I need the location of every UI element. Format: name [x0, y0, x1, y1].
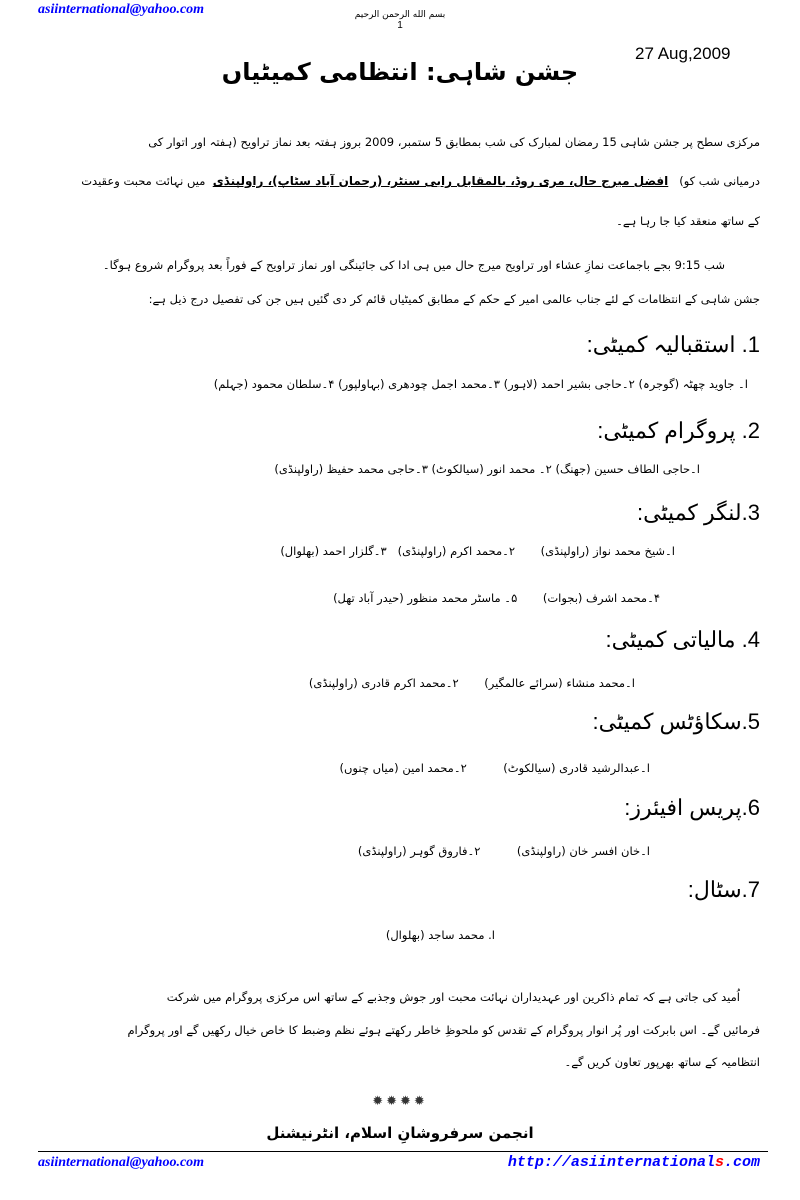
committee-heading-7: 7.سٹال:	[687, 877, 760, 902]
footer-divider	[38, 1151, 768, 1152]
intro-line-1: مرکزی سطح پر جشن شاہی 15 رمضان لمبارک کی شب بمطابق 5 ستمبر، 2009 بروز ہفتہ بعد نماز تراویح (ہفتہ اور اتوار کی	[148, 135, 760, 149]
url-prefix: http://asiinternational	[507, 1154, 715, 1171]
closing-line-2: فرمائیں گے۔ اس بابرکت اور پُر انوار پروگرام کے تقدس کو ملحوظِ خاطر رکھتے ہوئے نظم وضبط کا خاص خیال رکھیں گے اور پروگرام	[127, 1023, 760, 1037]
committee-members: ا۔حاجی الطاف حسین (جھنگ) ۲۔ محمد انور (سیالکوٹ) ۳۔حاجی محمد حفیظ (راولپنڈی)	[274, 462, 700, 476]
intro-line-2-start: درمیانی شب کو)	[679, 174, 760, 188]
committee-heading-4: 4. مالیاتی کمیٹی:	[605, 627, 760, 652]
committee-heading-6: 6.پریس افیئرز:	[624, 795, 760, 820]
intro-line-3: کے ساتھ منعقد کیا جا رہا ہے۔	[616, 214, 760, 228]
intro-line-2-end: میں نہائت محبت وعقیدت	[81, 174, 206, 188]
date: 27 Aug,2009	[635, 44, 731, 63]
committee-members: ۴۔محمد اشرف (بجوات) ۵۔ ماسٹر محمد منظور (حیدر آباد تھل)	[333, 591, 660, 605]
closing-line-3: انتظامیہ کے ساتھ بھرپور تعاون کریں گے۔	[564, 1055, 760, 1069]
venue: افضل میرج حال، مری روڈ، بالمقابل رابی سنٹر، (رحمان آباد سٹاپ)، راولپنڈی	[212, 174, 669, 188]
committee-members: ا۔عبدالرشید قادری (سیالکوٹ) ۲۔محمد امین (میاں چنوں)	[339, 761, 650, 775]
url-highlight: s	[714, 1154, 724, 1171]
header-email[interactable]: asiinternational@yahoo.com	[38, 2, 205, 17]
committee-members: ا۔خان افسر خان (راولپنڈی) ۲۔فاروق گوہر (راولپنڈی)	[357, 844, 650, 858]
closing-line-1: اُمید کی جاتی ہے کہ تمام ذاکرین اور عہدیداران نہائت محبت اور جوش وجذبے کے ساتھ اس مرکزی پروگرام میں شرکت	[166, 990, 740, 1004]
bismillah: بسم الله الرحمن الرحیم	[354, 10, 446, 20]
intro-line-4: شب 9:15 بجے باجماعت نمازِ عشاء اور تراویح میرج حال میں ہی ادا کی جائینگی اور نماز تراویح کے فوراً بعد پروگرام شروع ہوگا۔	[102, 258, 725, 272]
committee-heading-5: 5.سکاؤٹس کمیٹی:	[592, 709, 760, 734]
page-number: 1	[397, 20, 403, 31]
committee-heading-1: 1. استقبالیہ کمیٹی:	[586, 332, 760, 357]
committee-members: ا۔ جاوید چھٹہ (گوجرہ) ۲۔حاجی بشیر احمد (لاہور) ۳۔محمد اجمل چودھری (بہاولپور) ۴۔سلطان محمود (جہلم)	[213, 377, 748, 391]
committee-members: ا۔شیخ محمد نواز (راولپنڈی) ۲۔محمد اکرم (راولپنڈی) ۳۔گلزار احمد (بھلوال)	[280, 544, 675, 558]
intro-line-2	[38, 174, 760, 190]
page-title: جشن شاہی: انتظامی کمیٹیاں	[221, 58, 579, 86]
committee-heading-3: 3.لنگر کمیٹی:	[636, 500, 760, 525]
url-suffix: .com	[723, 1154, 760, 1171]
website-link[interactable]	[508, 1154, 760, 1171]
organization-name: انجمن سرفروشانِ اسلام، انٹرنیشنل	[266, 1124, 534, 1142]
committee-members: ا۔محمد منشاء (سرائے عالمگیر) ۲۔محمد اکرم قادری (راولپنڈی)	[308, 676, 635, 690]
committee-heading-2: 2. پروگرام کمیٹی:	[597, 418, 760, 443]
footer-email[interactable]: asiinternational@yahoo.com	[38, 1155, 205, 1170]
intro-line-5: جشن شاہی کے انتظامات کے لئے جناب عالمی امیر کے حکم کے مطابق کمیٹیاں قائم کر دی گئیں ہیں جن کی تفصیل درج ذیل ہے:	[148, 292, 760, 306]
star-ornament-icon: ✹✹✹✹	[372, 1094, 428, 1109]
committee-members: ا. محمد ساجد (بھلوال)	[385, 928, 495, 942]
